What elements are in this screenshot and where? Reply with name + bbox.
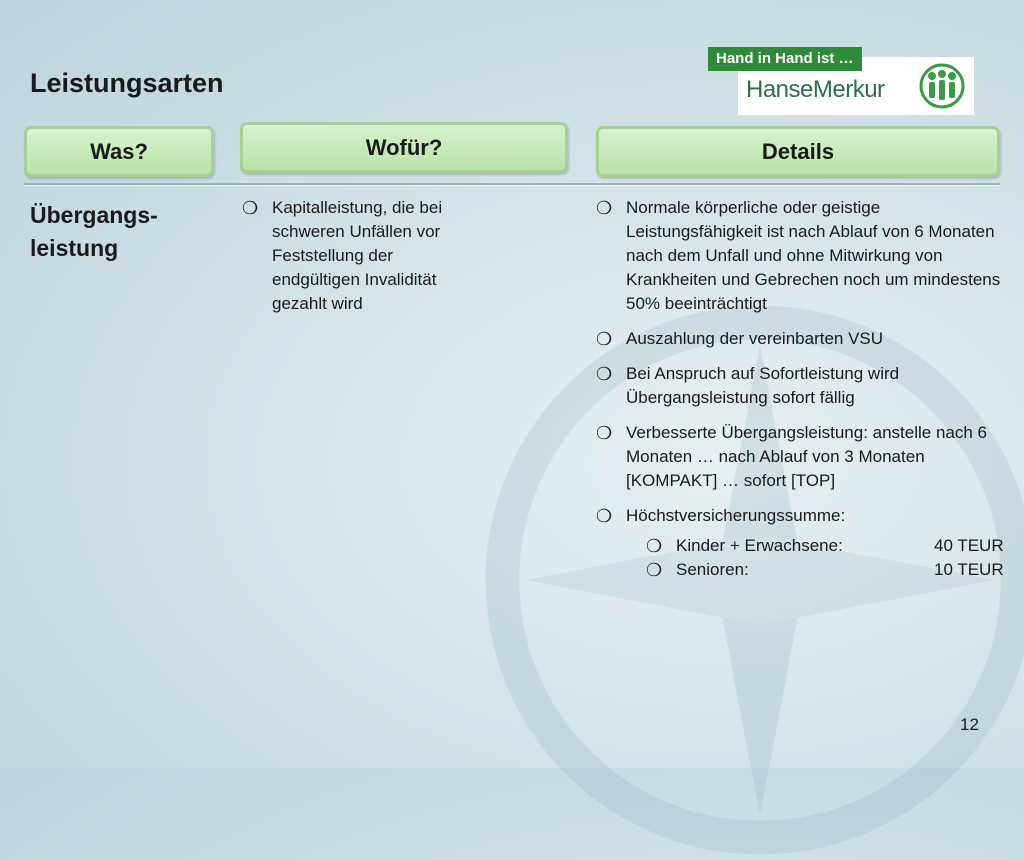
bullet-icon: ❍ <box>596 329 613 349</box>
bullet-icon: ❍ <box>242 198 259 218</box>
list-item <box>596 362 1016 410</box>
header-details: Details <box>596 126 1000 177</box>
logo-tagline: Hand in Hand ist … <box>708 47 862 71</box>
logo-brand-name: HanseMerkur <box>746 76 885 103</box>
row-heading <box>30 199 158 265</box>
bullet-icon: ❍ <box>646 560 663 580</box>
bullet-icon: ❍ <box>596 364 613 384</box>
details-item-1: Normale körperliche oder geistige Leistungsfähigkeit ist nach Ablauf von 6 Monaten nach dem Unfall und ohne Mitwirkung von Krankheiten und Gebrechen noch um mindestens 50% beeinträchtigt <box>626 198 1001 313</box>
sub-list-item <box>596 558 1016 582</box>
page-number: 12 <box>960 715 979 734</box>
sub-list-item <box>596 534 1016 558</box>
details-item-5: Höchstversicherungssumme: <box>626 506 846 525</box>
header-divider <box>24 183 1000 186</box>
wofur-list <box>242 196 482 327</box>
details-list <box>596 196 1016 582</box>
sub-item-value: 10 TEUR <box>934 560 1004 579</box>
bullet-icon: ❍ <box>646 536 663 556</box>
sub-item-label: Kinder + Erwachsene: <box>676 536 843 555</box>
header-was: Was? <box>24 126 214 177</box>
bullet-icon: ❍ <box>596 423 613 443</box>
list-item <box>596 196 1016 316</box>
row-heading-line1: Übergangs- <box>30 202 158 228</box>
details-item-4: Verbesserte Übergangsleistung: anstelle nach 6 Monaten … nach Ablauf von 3 Monaten [KOMPAKT] … sofort [TOP] <box>626 423 988 490</box>
sub-item-value: 40 TEUR <box>934 536 1004 555</box>
row-heading-line2: leistung <box>30 235 119 261</box>
details-item-3: Bei Anspruch auf Sofortleistung wird Übergangsleistung sofort fällig <box>626 364 900 407</box>
list-item <box>242 196 482 316</box>
details-item-2: Auszahlung der vereinbarten VSU <box>626 329 884 348</box>
bullet-icon: ❍ <box>596 506 613 526</box>
list-item <box>596 504 1016 528</box>
sub-item-label: Senioren: <box>676 560 749 579</box>
list-item <box>596 327 1016 351</box>
header-wofur: Wofür? <box>240 122 568 173</box>
hansemerkur-logo-icon <box>916 62 968 110</box>
list-item <box>596 421 1016 493</box>
wofur-text: Kapitalleistung, die bei schweren Unfällen vor Feststellung der endgültigen Invalidität gezahlt wird <box>272 198 443 313</box>
page-title: Leistungsarten <box>30 68 224 98</box>
bullet-icon: ❍ <box>596 198 613 218</box>
